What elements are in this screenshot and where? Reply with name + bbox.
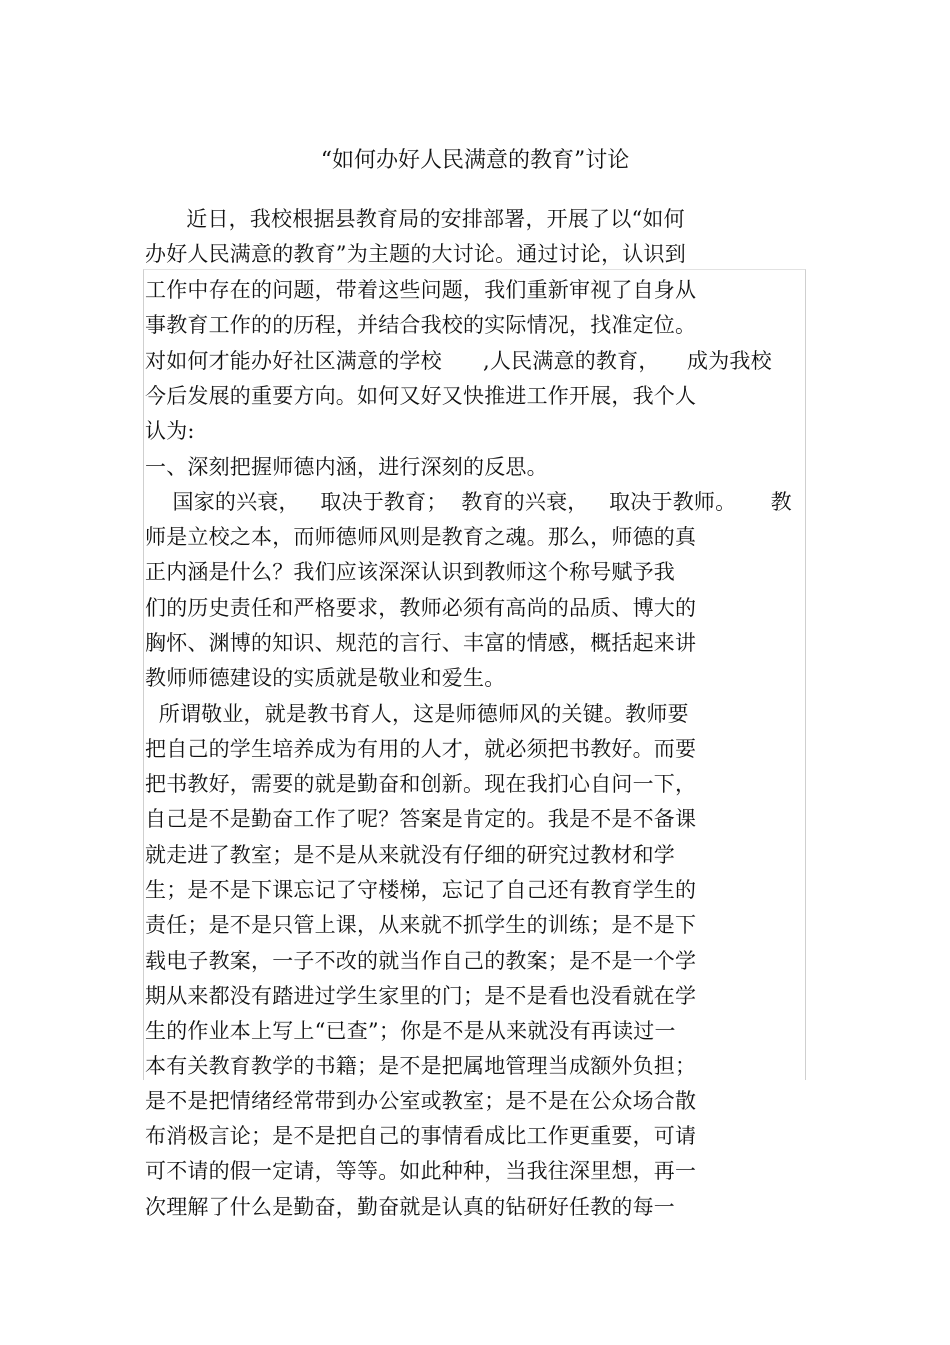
paragraph-line: 胸怀、渊博的知识、规范的言行、丰富的情感，概括起来讲 [145,631,697,655]
paragraph-line: 师是立校之本，而师德师风则是教育之魂。那么，师德的真 [145,525,697,549]
paragraph-line: 布消极言论；是不是把自己的事情看成比工作更重要，可请 [145,1124,697,1148]
paragraph-line: 可不请的假一定请，等等。如此种种，当我往深里想，再一 [145,1159,697,1183]
paragraph-line: 对如何才能办好社区满意的学校 ,人民满意的教育， 成为我校 [145,349,772,373]
paragraph-line: 生的作业本上写上“已查”；你是不是从来就没有再读过一 [145,1019,676,1043]
paragraph-line: 正内涵是什么？我们应该深深认识到教师这个称号赋予我 [145,560,675,584]
paragraph-line: 办好人民满意的教育”为主题的大讨论。通过讨论，认识到 [145,242,686,266]
paragraph-line: 是不是把情绪经常带到办公室或教室；是不是在公众场合散 [145,1089,697,1113]
paragraph-line: 国家的兴衰， 取决于教育； 教育的兴衰， 取决于教师。 教 [145,490,792,514]
paragraph-line: 自己是不是勤奋工作了呢？答案是肯定的。我是不是不备课 [145,807,697,831]
paragraph-line: 生；是不是下课忘记了守楼梯，忘记了自己还有教育学生的 [145,878,697,902]
paragraph-line: 期从来都没有踏进过学生家里的门；是不是看也没看就在学 [145,984,697,1008]
paragraph-line: 载电子教案，一子不改的就当作自己的教案；是不是一个学 [145,949,697,973]
paragraph-line: 近日，我校根据县教育局的安排部署，开展了以“如何 [145,207,685,231]
paragraph-line: 就走进了教室；是不是从来就没有仔细的研究过教材和学 [145,843,675,867]
paragraph-line: 今后发展的重要方向。如何又好又快推进工作开展，我个人 [145,384,697,408]
paragraph-line: 把书教好，需要的就是勤奋和创新。现在我扪心自问一下， [145,772,697,796]
paragraph-line: 工作中存在的问题，带着这些问题，我们重新审视了自身从 [145,278,697,302]
paragraph-line: 把自己的学生培养成为有用的人才，就必须把书教好。而要 [145,737,697,761]
paragraph-line: 本有关教育教学的书籍；是不是把属地管理当成额外负担； [145,1054,697,1078]
section-heading: 一、深刻把握师德内涵，进行深刻的反思。 [145,455,548,479]
paragraph-line: 教师师德建设的实质就是敬业和爱生。 [145,666,506,690]
paragraph-line: 事教育工作的的历程，并结合我校的实际情况，找准定位。 [145,313,697,337]
paragraph-line: 所谓敬业，就是教书育人，这是师德师风的关键。教师要 [145,702,689,726]
paragraph-line: 次理解了什么是勤奋，勤奋就是认真的钻研好任教的每一 [145,1195,675,1219]
paragraph-line: 责任；是不是只管上课，从来就不抓学生的训练；是不是下 [145,913,697,937]
document-title: “如何办好人民满意的教育”讨论 [320,148,630,173]
paragraph-line: 认为: [145,419,195,443]
paragraph-line: 们的历史责任和严格要求，教师必须有高尚的品质、博大的 [145,596,697,620]
